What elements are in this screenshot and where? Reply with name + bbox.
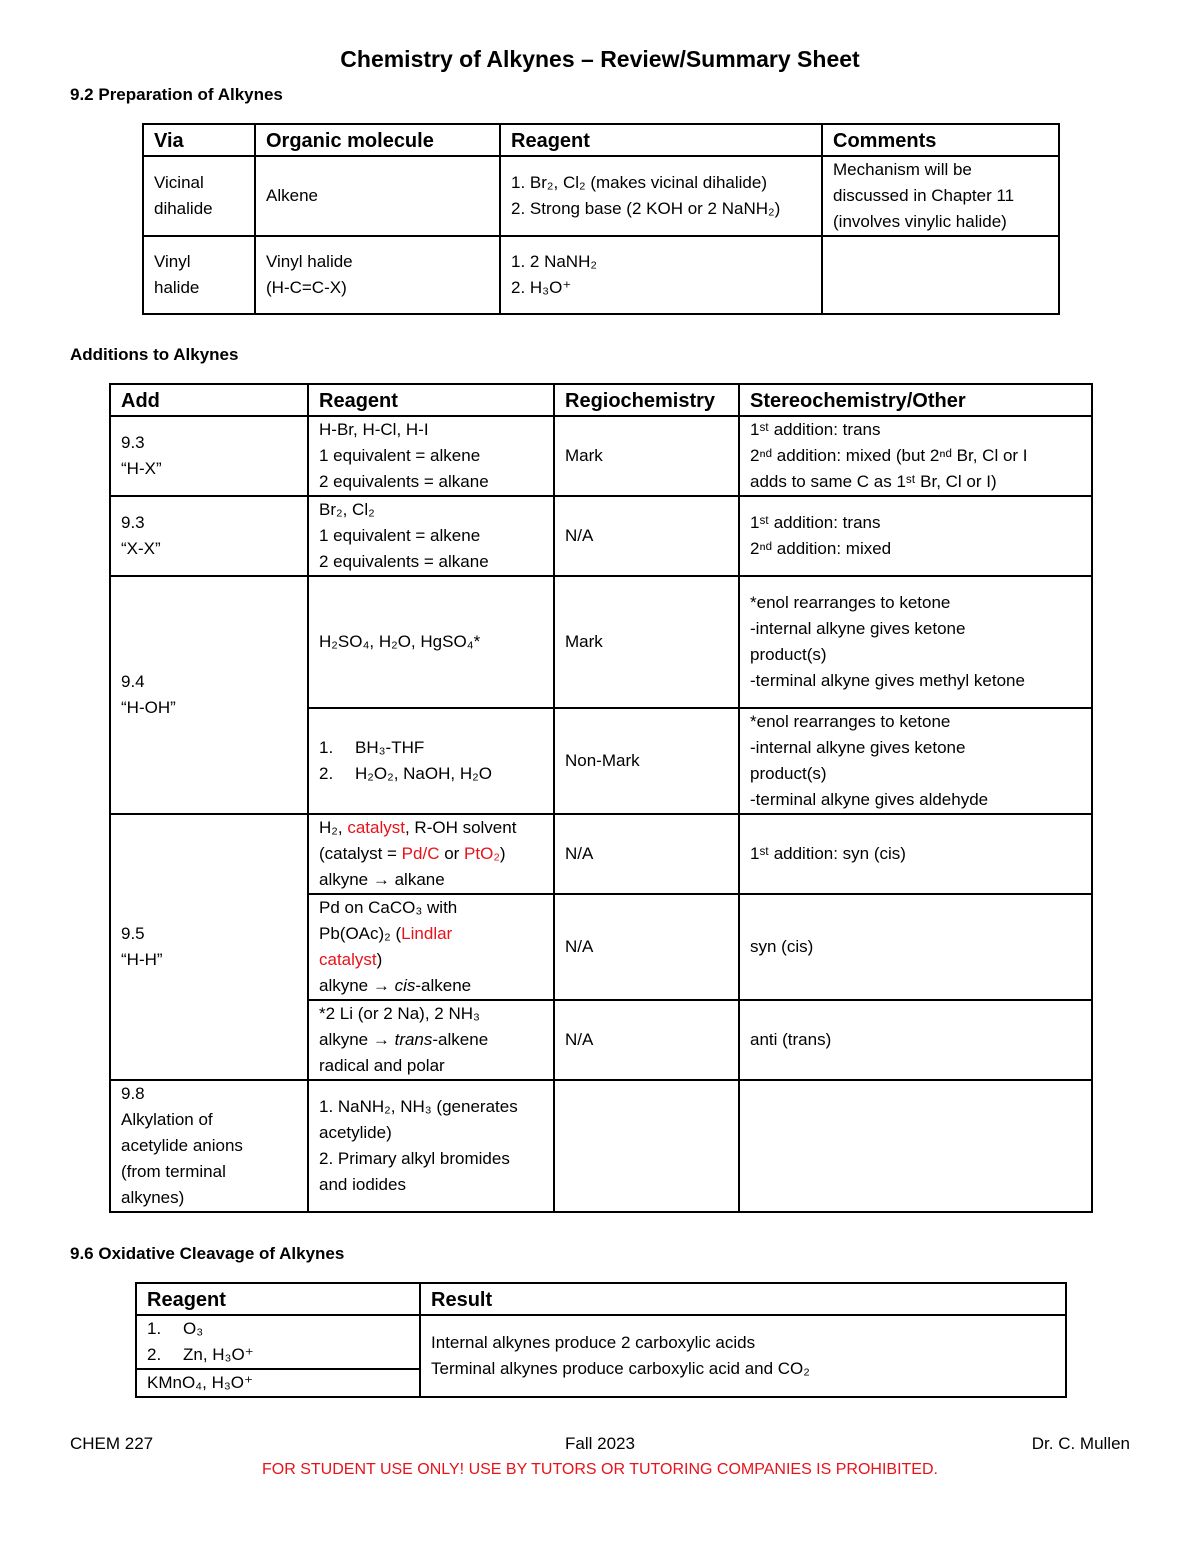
col-header-reagent: Reagent xyxy=(136,1283,420,1315)
regio-cell: N/A xyxy=(554,1000,739,1080)
reagent-cell: KMnO₄, H₃O⁺ xyxy=(136,1369,420,1397)
add-cell: 9.4 “H-OH” xyxy=(110,576,308,814)
add-cell: 9.8 Alkylation of acetylide anions (from terminal alkynes) xyxy=(110,1080,308,1212)
stereo-cell: syn (cis) xyxy=(739,894,1092,1000)
col-header-stereochemistry: Stereochemistry/Other xyxy=(739,384,1092,416)
col-header-molecule: Organic molecule xyxy=(255,124,500,156)
regio-cell xyxy=(554,1080,739,1212)
add-cell: 9.3 “H-X” xyxy=(110,416,308,496)
regio-cell: N/A xyxy=(554,496,739,576)
stereo-cell: 1ˢᵗ addition: syn (cis) xyxy=(739,814,1092,894)
regio-cell: Mark xyxy=(554,576,739,708)
footer-author: Dr. C. Mullen xyxy=(1031,1434,1130,1453)
table-row xyxy=(110,1080,1092,1212)
stereo-cell: 1ˢᵗ addition: trans 2ⁿᵈ addition: mixed xyxy=(739,496,1092,576)
additions-heading: Additions to Alkynes xyxy=(70,345,239,364)
molecule-cell: Alkene xyxy=(255,156,500,236)
reagent-cell: 1. Br₂, Cl₂ (makes vicinal dihalide) 2. Strong base (2 KOH or 2 NaNH₂) xyxy=(500,156,822,236)
footer-notice: FOR STUDENT USE ONLY! USE BY TUTORS OR TUTORING COMPANIES IS PROHIBITED. xyxy=(262,1461,938,1478)
table-row xyxy=(143,156,1059,236)
prep-heading: 9.2 Preparation of Alkynes xyxy=(70,85,283,104)
regio-cell: Non-Mark xyxy=(554,708,739,814)
table-row xyxy=(110,576,1092,708)
reagent-cell: 1. 2 NaNH₂ 2. H₃O⁺ xyxy=(500,236,822,314)
footer-course: CHEM 227 xyxy=(70,1434,154,1453)
reagent-cell: *2 Li (or 2 Na), 2 NH₃ alkyne → trans-alkene radical and polar xyxy=(308,1000,554,1080)
col-header-add: Add xyxy=(110,384,308,416)
add-cell: 9.3 “X-X” xyxy=(110,496,308,576)
regio-cell: N/A xyxy=(554,814,739,894)
add-cell: 9.5 “H-H” xyxy=(110,814,308,1080)
reagent-cell: 1. NaNH₂, NH₃ (generates acetylide) 2. Primary alkyl bromides and iodides xyxy=(308,1080,554,1212)
stereo-cell: *enol rearranges to ketone -internal alkyne gives ketone product(s) -terminal alkyne gives methyl ketone xyxy=(739,576,1092,708)
comments-cell xyxy=(822,236,1059,314)
stereo-cell xyxy=(739,1080,1092,1212)
stereo-cell: *enol rearranges to ketone -internal alkyne gives ketone product(s) -terminal alkyne gives aldehyde xyxy=(739,708,1092,814)
oxidative-heading: 9.6 Oxidative Cleavage of Alkynes xyxy=(70,1244,345,1263)
reagent-cell: Br₂, Cl₂ 1 equivalent = alkene 2 equivalents = alkane xyxy=(308,496,554,576)
via-cell: Vinyl halide xyxy=(143,236,255,314)
table-row xyxy=(110,416,1092,496)
col-header-via: Via xyxy=(143,124,255,156)
col-header-reagent: Reagent xyxy=(308,384,554,416)
stereo-cell: anti (trans) xyxy=(739,1000,1092,1080)
reagent-cell: 1. O₃ 2. Zn, H₃O⁺ xyxy=(136,1315,420,1369)
table-row xyxy=(110,814,1092,894)
reagent-cell: H₂, catalyst, R-OH solvent (catalyst = Pd/C or PtO₂) alkyne → alkane xyxy=(308,814,554,894)
reagent-cell: H₂SO₄, H₂O, HgSO₄* xyxy=(308,576,554,708)
preparation-table xyxy=(142,123,1060,315)
regio-cell: N/A xyxy=(554,894,739,1000)
col-header-reagent: Reagent xyxy=(500,124,822,156)
result-cell: Internal alkynes produce 2 carboxylic acids Terminal alkynes produce carboxylic acid and CO₂ xyxy=(420,1315,1066,1397)
molecule-cell: Vinyl halide (H-C=C-X) xyxy=(255,236,500,314)
col-header-regiochemistry: Regiochemistry xyxy=(554,384,739,416)
col-header-comments: Comments xyxy=(822,124,1059,156)
oxidative-table xyxy=(135,1282,1067,1398)
stereo-cell: 1ˢᵗ addition: trans 2ⁿᵈ addition: mixed (but 2ⁿᵈ Br, Cl or I adds to same C as 1ˢᵗ Br, Cl or I) xyxy=(739,416,1092,496)
col-header-result: Result xyxy=(420,1283,1066,1315)
reagent-cell: 1. BH₃-THF 2. H₂O₂, NaOH, H₂O xyxy=(308,708,554,814)
regio-cell: Mark xyxy=(554,416,739,496)
comments-cell: Mechanism will be discussed in Chapter 11 (involves vinylic halide) xyxy=(822,156,1059,236)
via-cell: Vicinal dihalide xyxy=(143,156,255,236)
footer-term: Fall 2023 xyxy=(565,1434,635,1453)
table-row xyxy=(136,1315,1066,1369)
reagent-cell: Pd on CaCO₃ with Pb(OAc)₂ (Lindlar catalyst) alkyne → cis-alkene xyxy=(308,894,554,1000)
table-row xyxy=(110,496,1092,576)
page-title: Chemistry of Alkynes – Review/Summary Sheet xyxy=(340,46,860,72)
reagent-cell: H-Br, H-Cl, H-I 1 equivalent = alkene 2 equivalents = alkane xyxy=(308,416,554,496)
additions-table xyxy=(109,383,1093,1213)
table-row xyxy=(143,236,1059,314)
